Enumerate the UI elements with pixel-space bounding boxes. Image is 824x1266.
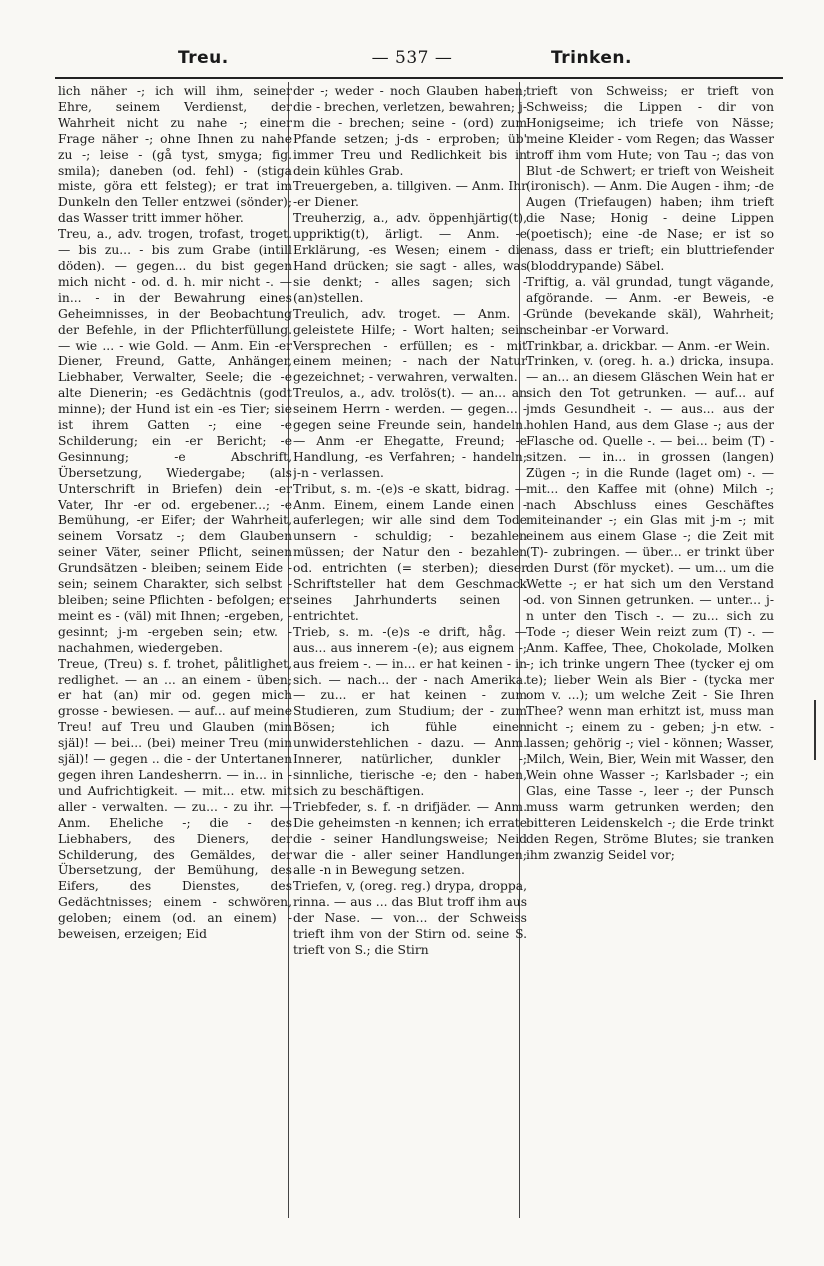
entry-triebfeder: Triebfeder, s. f. -n drifjäder. — Anm. Die geheimsten -n kennen; ich errate die - seiner Handlungsweise; Neid war die - aller seiner Handlungen; alle -n in Bewegung setzen. bbox=[293, 799, 527, 878]
page-edge-mark bbox=[814, 700, 816, 760]
entry-treulos: Treulos, a., adv. trolös(t). — an... an seinem Herrn - werden. — gegen... - gegen seine Freunde sein, handeln. — Anm -er Ehegatte, Freund; -e Handlung, -es Verfahren; - handeln; j-n - verlassen. bbox=[293, 386, 527, 480]
entry-treue: Treue, (Treu) s. f. trohet, pålitlighet, redlighet. — an ... an einem - üben; er hat (an) mir od. gegen mich grosse - bewiesen. — auf... auf meine Treu! auf Treu und Glauben (min själ)! — bei... (bei) meiner Treu (min själ)! — gegen .. die - der Untertanen gegen ihren Landesherrn. — in... in - und Aufrichtigkeit. — mit... etw. mit aller - verwalten. — zu... - zu ihr. — Anm. Eheliche -; die - des Liebhabers, des Dieners, der Schilderung, des Gemäldes, der Übersetzung, der Bemühung, des Eifers, des Dienstes, des Gedächtnisses; einem - schwören, geloben; einem (od. an einem) - beweisen, erzeigen; Eid bbox=[58, 656, 292, 942]
entry-text: der -; weder - noch Glauben haben; die - brechen, verletzen, bewahren; j-m die - brechen; seine - (ord) zum Pfande setzen; j-ds - erproben; üb' immer Treu und Redlichkeit bis in dein kühles Grab. bbox=[293, 84, 527, 178]
page-number: — 537 — bbox=[371, 48, 453, 68]
entry-trinkbar: Trinkbar, a. drickbar. — Anm. -er Wein. bbox=[526, 338, 771, 353]
column-1 bbox=[58, 84, 292, 1219]
entry-trieb: Trieb, s. m. -(e)s -e drift, håg. — aus... aus innerem -(e); aus eignem -; aus freiem -. — in... er hat keinen - in sich. — nach... der - nach Amerika. — zu... er hat keinen - zum Studieren, zum Studium; der - zum Bösen; ich fühle einen unwiderstehlichen - dazu. — Anm. Innerer, natürlicher, dunkler -; sinnliche, tierische -e; den - haben, sich zu beschäftigen. bbox=[293, 624, 527, 798]
entry-treu: Treu, a., adv. trogen, trofast, troget. — bis zu... - bis zum Grabe (intill döden). — gegen... du bist gegen mich nicht - od. d. h. mir nicht -. — in... - in der Bewahrung eines Geheimnisses, in der Beobachtung der Befehle, in der Pflichterfüllung. — wie ... - wie Gold. — Anm. Ein -er Diener, Freund, Gatte, Anhänger, Liebhaber, Verwalter, Seele; die -e alte Dienerin; -es Gedächtnis (godt minne); der Hund ist ein -es Tier; sie ist ihrem Gatten -; eine -e Schilderung; ein -er Bericht; -e Gesinnung; -e Abschrift, Übersetzung, Wiedergabe; (als Unterschrift in Briefen) dein -er Vater, Ihr -er od. ergebener...; -e Bemühung, -er Eifer; der Wahrheit, seinem Vorsatz -; dem Glauben seiner Väter, seiner Pflicht, seinen Grundsätzen - bleiben; seinem Eide - sein; seinem Charakter, sich selbst - bleiben; seine Pflichten - befolgen; er meint es - (väl) mit Ihnen; -ergeben, -gesinnt; j-m -ergeben sein; etw. - nachahmen, wiedergeben. bbox=[58, 227, 292, 655]
column-3 bbox=[526, 84, 774, 1219]
header-left-word: Treu. bbox=[178, 48, 229, 68]
entry-text: trieft von Schweiss; er trieft von Schweiss; die Lippen - dir von Honigseime; ich triefe von Nässe; meine Kleider - vom Regen; das Wasser troff ihm vom Hute; von Tau -; das von Blut -de Schwert; er trieft von Weisheit (ironisch). — Anm. Die Augen - ihm; -de Augen (Triefaugen) haben; ihm trieft die Nase; Honig - deine Lippen (poetisch); eine -de Nase; er ist so nass, dass er trieft; ein bluttriefender (bloddrypande) Säbel. bbox=[526, 84, 774, 273]
column-2 bbox=[293, 84, 527, 1219]
entry-triftig: Triftig, a. väl grundad, tungt vägande, afgörande. — Anm. -er Beweis, -e Gründe (bevekande skäl), Wahrheit; scheinbar -er Vorward. bbox=[526, 274, 774, 337]
entry-treulich: Treulich, adv. troget. — Anm. - geleistete Hilfe; - Wort halten; sein Versprechen - erfüllen; es - mit einem meinen; - nach der Natur gezeichnet; - verwahren, verwalten. bbox=[293, 306, 527, 385]
entry-triefen: Triefen, v, (oreg. reg.) drypa, droppa, rinna. — aus ... das Blut troff ihm aus der Nase. — von... der Schweiss trieft ihm von der Stirn od. seine S. trieft von S.; die Stirn bbox=[293, 879, 527, 957]
entry-treuherzig: Treuherzig, a., adv. öppenhjärtig(t), uppriktig(t), ärligt. — Anm. -e Erklärung, -es Wesen; einem - die Hand drücken; sie sagt - alles, was sie denkt; - alles sagen; sich - (an)stellen. bbox=[293, 211, 527, 305]
entry-tribut: Tribut, s. m. -(e)s -e skatt, bidrag. — Anm. Einem, einem Lande einen - auferlegen; wir alle sind dem Tode unsern - schuldig; - bezahlen müssen; der Natur den - bezahlen od. entrichten (= sterben); dieser Schriftsteller hat dem Geschmack seines Jahrhunderts seinen - entrichtet. bbox=[293, 481, 527, 623]
entry-text: lich näher -; ich will ihm, seiner Ehre, seinem Verdienst, der Wahrheit nicht zu nahe -; einer Frage näher -; ohne Ihnen zu nahe zu -; leise - (gå tyst, smyga; fig. smila); daneben (od. fehl) - (stiga miste, göra ett felsteg); er trat im Dunkeln den Teller entzwei (sönder); das Wasser tritt immer höher. bbox=[58, 84, 292, 226]
entry-trinken: Trinken, v. (oreg. h. a.) dricka, insupa. — an... an diesem Gläschen Wein hat er sich den Tot getrunken. — auf... auf jmds Gesundheit -. — aus... aus der hohlen Hand, aus dem Glase -; aus der Flasche od. Quelle -. — bei... beim (T) - sitzen. — in... in grossen (langen) Zügen -; in die Runde (laget om) -. — mit... den Kaffee mit (ohne) Milch -; nach Abschluss eines Geschäftes miteinander -; ein Glas mit j-m -; mit einem aus einem Glase -; die Zeit mit (T)- zubringen. — über... er trinkt über den Durst (för mycket). — um... um die Wette -; er hat sich um den Verstand od. von Sinnen getrunken. — unter... j-n unter den Tisch -. — zu... sich zu Tode -; dieser Wein reizt zum (T) -. — Anm. Kaffee, Thee, Chokolade, Molken -; ich trinke ungern Thee (tycker ej om te); lieber Wein als Bier - (tycka mer om v. ...); um welche Zeit - Sie Ihren Thee? wenn man erhitzt ist, muss man nicht -; einem zu - geben; j-n etw. - lassen; gehörig -; viel - können; Wasser, Milch, Wein, Bier, Wein mit Wasser, den Wein ohne Wasser -; Karlsbader -; ein Glas, eine Tasse -, leer -; der Punsch muss warm getrunken werden; den bitteren Leidenskelch -; die Erde trinkt den Regen, Ströme Blutes; sie tranken ihm zwanzig Seidel vor; bbox=[526, 354, 774, 862]
header-rule bbox=[55, 77, 783, 79]
entry-treuergeben: Treuergeben, a. tillgiven. — Anm. Ihr -er Diener. bbox=[293, 179, 527, 210]
header-right-word: Trinken. bbox=[551, 48, 632, 68]
